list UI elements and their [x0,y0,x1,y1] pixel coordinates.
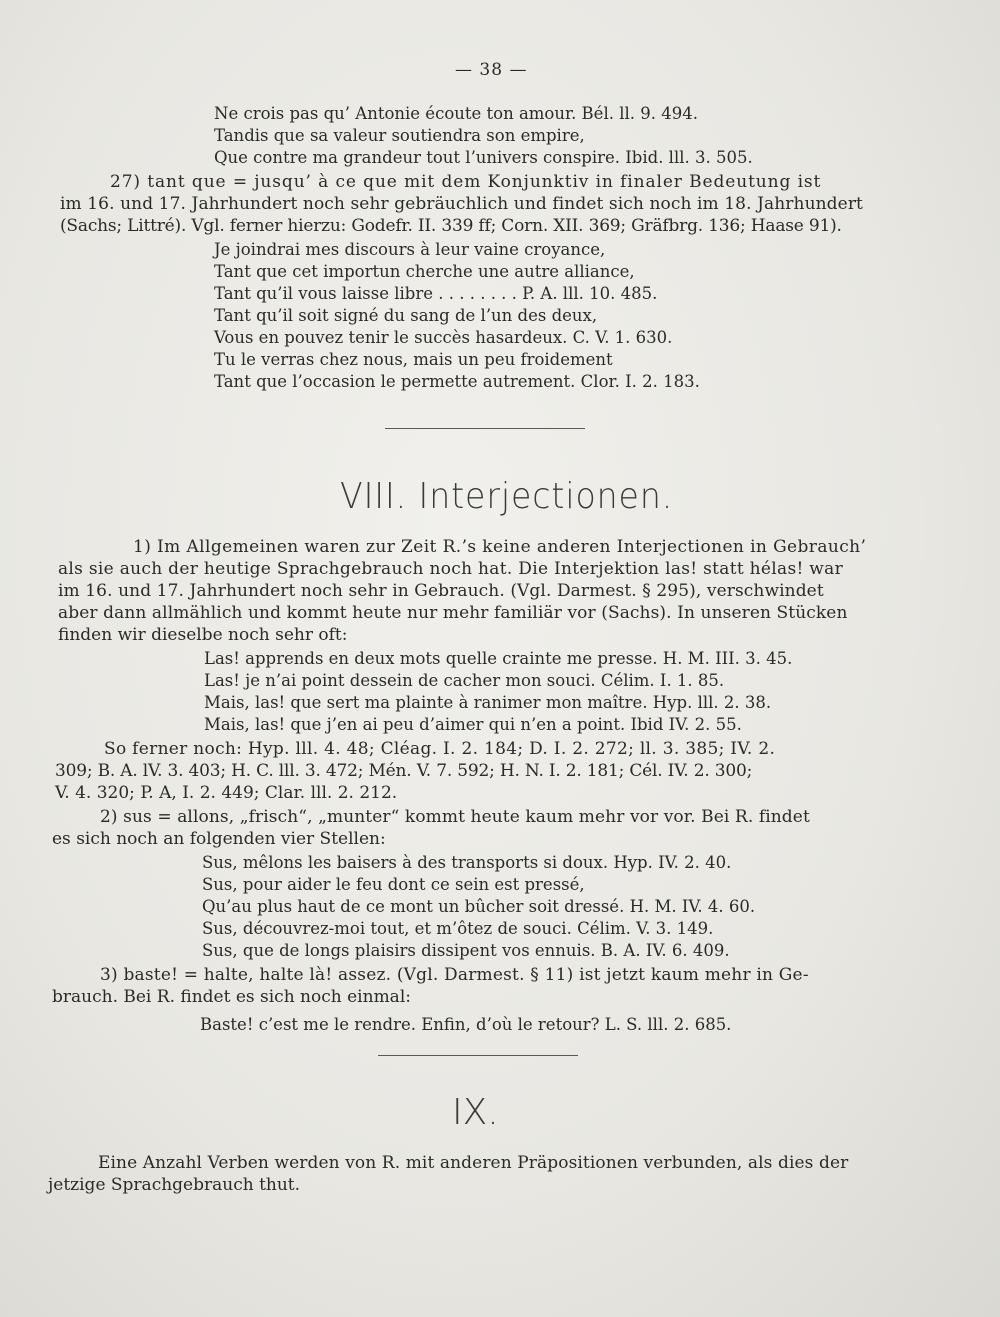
paragraph-line: brauch. Bei R. findet es sich noch einmal: [52,987,411,1007]
paragraph-line: 309; B. A. lV. 3. 403; H. C. lll. 3. 472; Mén. V. 7. 592; H. N. I. 2. 181; Cél. IV. 2. 300; [55,761,753,781]
paragraph-line: So ferner noch: Hyp. lll. 4. 48; Cléag. I. 2. 184; D. I. 2. 272; ll. 3. 385; IV. 2. [104,739,776,759]
verse-line: Sus, mêlons les baisers à des transports si doux. Hyp. IV. 2. 40. [202,853,732,872]
verse-line: Vous en pouvez tenir le succès hasardeux. C. V. 1. 630. [214,328,673,347]
verse-line: Sus, que de longs plaisirs dissipent vos ennuis. B. A. IV. 6. 409. [202,941,730,960]
verse-line: Qu’au plus haut de ce mont un bûcher soit dressé. H. M. IV. 4. 60. [202,897,756,916]
paragraph-line: jetzige Sprachgebrauch thut. [48,1175,301,1195]
verse-line: Tant que cet importun cherche une autre alliance, [214,262,635,281]
verse-line: Sus, découvrez-moi tout, et m’ôtez de souci. Célim. V. 3. 149. [202,919,714,938]
paragraph-line: es sich noch an folgenden vier Stellen: [52,829,386,849]
verse-line: Las! je n’ai point dessein de cacher mon souci. Célim. I. 1. 85. [204,671,725,690]
paragraph-line: aber dann allmählich und kommt heute nur mehr familiär vor (Sachs). In unseren Stücken [58,603,848,623]
paragraph-line: finden wir dieselbe noch sehr oft: [58,625,348,645]
verse-line: Tant qu’il soit signé du sang de l’un des deux, [214,306,598,325]
verse-line: Sus, pour aider le feu dont ce sein est pressé, [202,875,585,894]
paragraph-line: im 16. und 17. Jahrhundert noch sehr in Gebrauch. (Vgl. Darmest. § 295), verschwindet [58,581,824,601]
verse-line: Mais, las! que j’en ai peu d’aimer qui n’en a point. Ibid IV. 2. 55. [204,715,742,734]
footnote-27-line: im 16. und 17. Jahrhundert noch sehr gebräuchlich und findet sich noch im 18. Jahrhundert [60,194,863,214]
paragraph-line: 3) baste! = halte, halte là! assez. (Vgl. Darmest. § 11) ist jetzt kaum mehr in Ge- [100,965,809,985]
verse-line: Tandis que sa valeur soutiendra son empire, [214,126,585,145]
verse-line: Tant que l’occasion le permette autrement. Clor. I. 2. 183. [214,372,700,391]
section-heading: IX. [452,1092,499,1133]
footnote-27-line: 27) tant que = jusqu’ à ce que mit dem Konjunktiv in finaler Bedeutung ist [110,172,822,192]
paragraph-line: V. 4. 320; P. A, I. 2. 449; Clar. lll. 2. 212. [55,783,398,803]
verse-line: Je joindrai mes discours à leur vaine croyance, [214,240,606,259]
verse-line: Mais, las! que sert ma plainte à ranimer mon maître. Hyp. lll. 2. 38. [204,693,772,712]
verse-line: Ne crois pas qu’ Antonie écoute ton amour. Bél. ll. 9. 494. [214,104,698,123]
paragraph-line: 2) sus = allons, „frisch“, „munter“ kommt heute kaum mehr vor vor. Bei R. findet [100,807,810,827]
paragraph-line: 1) Im Allgemeinen waren zur Zeit R.’s keine anderen Interjectionen in Gebrauch’ [133,537,867,557]
footnote-27-line: (Sachs; Littré). Vgl. ferner hierzu: Godefr. II. 339 ff; Corn. XII. 369; Gräfbrg. 136; Haase 91). [60,216,842,236]
verse-line: Las! apprends en deux mots quelle crainte me presse. H. M. III. 3. 45. [204,649,793,668]
section-heading: VIII. Interjectionen. [340,476,674,517]
verse-line: Tant qu’il vous laisse libre . . . . . . . . P. A. lll. 10. 485. [214,284,658,303]
section-divider [385,428,585,429]
verse-line: Tu le verras chez nous, mais un peu froidement [214,350,613,369]
paragraph-line: als sie auch der heutige Sprachgebrauch noch hat. Die Interjektion las! statt hélas! war [58,559,844,579]
page-number: — 38 — [455,60,528,80]
section-divider [378,1055,578,1056]
verse-line: Baste! c’est me le rendre. Enfin, d’où le retour? L. S. lll. 2. 685. [200,1015,732,1034]
verse-line: Que contre ma grandeur tout l’univers conspire. Ibid. lll. 3. 505. [214,148,753,167]
paragraph-line: Eine Anzahl Verben werden von R. mit anderen Präpositionen verbunden, als dies der [98,1153,849,1173]
